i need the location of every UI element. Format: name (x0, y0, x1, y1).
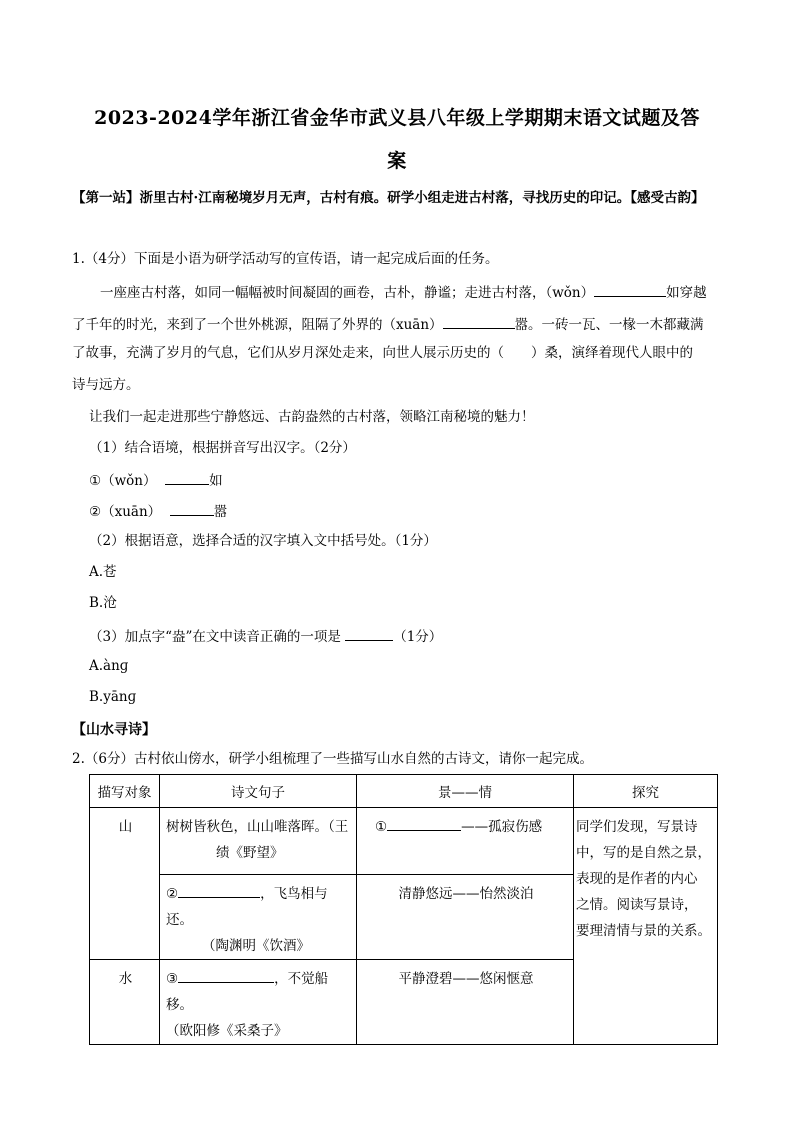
header-scene: 景——情 (357, 775, 574, 808)
sub1-a-suffix: 如 (209, 473, 223, 489)
verse3-line-b: （欧阳修《采桑子》 (166, 1023, 288, 1039)
q1-stem: 1.（4分）下面是小语为研学活动写的宣传语，请一起完成后面的任务。 (72, 251, 499, 267)
q1-sub2-label: （2）根据语意，选择合适的汉字填入文中括号处。（1分） (89, 533, 437, 549)
q1-sub2-option-b[interactable]: B.沧 (89, 595, 117, 611)
verse3-suffix: ，不觉船移。 (166, 971, 329, 1013)
verse1-line-b: 绩《野望》 (216, 845, 284, 861)
verse-cell-2 (160, 875, 357, 960)
q1-para-line2 (72, 314, 704, 334)
verse-cell-1 (160, 808, 357, 875)
q1-para-line1 (100, 282, 707, 302)
para-line2-end: 嚣。一砖一瓦、一椽一木都藏满 (514, 317, 704, 333)
poem-table (89, 774, 718, 1045)
section-heading-shanshui: 【山水寻诗】 (72, 722, 156, 738)
q1-sub1-a (89, 470, 223, 490)
header-explore: 探究 (574, 775, 718, 808)
table-row (90, 808, 718, 875)
q1-sub1-b (89, 501, 227, 521)
explore-line-3: 表现的是作者的内心 (576, 871, 698, 887)
verse-cell-3 (160, 960, 357, 1045)
q2-stem: 2.（6分）古村依山傍水，研学小组梳理了一些描写山水自然的古诗文，请你一起完成。 (72, 751, 593, 767)
q1-sub3-label (89, 626, 442, 646)
explore-line-2: 中，写的是自然之景， (576, 845, 711, 861)
blank-wan[interactable] (594, 282, 666, 297)
verse2-line-b: （陶渊明《饮酒》 (202, 938, 310, 954)
q1-para-line4: 诗与远方。 (72, 377, 140, 393)
verse2-blank[interactable] (178, 883, 260, 898)
scene3-text: 平静澄碧——悠闲惬意 (398, 971, 534, 987)
table-header-row (90, 775, 718, 808)
q1-sub3-option-b[interactable]: B.yānɡ (89, 689, 137, 705)
sub1-b-blank[interactable] (170, 501, 214, 516)
para-line1-end: 如穿越 (666, 285, 707, 301)
verse2-suffix: ，飞鸟相与还。 (166, 886, 328, 928)
scene-cell-3 (357, 960, 574, 1045)
explore-line-4: 之情。阅读写景诗， (576, 897, 698, 913)
scene-cell-1 (357, 808, 574, 875)
sub1-a-prefix: ①（wǒn） (89, 473, 157, 489)
sub1-b-suffix: 嚣 (213, 504, 228, 520)
explore-line-1: 同学们发现，写景诗 (576, 819, 698, 835)
para-line2-text: 了千年的时光，来到了一个世外桃源，阻隔了外界的（xuān） (72, 317, 443, 333)
object-water: 水 (90, 960, 160, 1045)
scene1-prefix: ① (375, 819, 388, 835)
q1-sub1-label: （1）结合语境，根据拼音写出汉字。（2分） (89, 440, 356, 456)
scene2-text: 清静悠远——怡然淡泊 (398, 886, 534, 902)
q1-sub2-option-a[interactable]: A.苍 (89, 564, 117, 580)
explore-cell (574, 808, 718, 1045)
scene-cell-2 (357, 875, 574, 960)
station-heading: 【第一站】浙里古村·江南秘境岁月无声，古村有痕。研学小组走进古村落，寻找历史的印记。【感受古韵】 (72, 190, 705, 206)
verse3-prefix: ③ (166, 971, 179, 987)
object-mountain: 山 (90, 808, 160, 960)
explore-line-5: 要理清情与景的关系。 (576, 923, 711, 939)
verse1-line-a: 树树皆秋色，山山唯落晖。（王 (166, 819, 349, 835)
scene1-blank[interactable] (387, 816, 461, 831)
sub3-score: （1分） (393, 629, 443, 645)
page-title-line2: 案 (387, 150, 407, 172)
q1-para-line5: 让我们一起走进那些宁静悠远、古韵盎然的古村落，领略江南秘境的魅力！ (89, 409, 535, 425)
sub3-label-text: （3）加点字“盎”在文中读音正确的一项是 (89, 629, 341, 645)
sub1-a-blank[interactable] (165, 470, 209, 485)
blank-xuan[interactable] (443, 314, 515, 329)
verse2-prefix: ② (166, 886, 179, 902)
para-line1-text: 一座座古村落，如同一幅幅被时间凝固的画卷，古朴，静谧；走进古村落，（wǒn） (100, 285, 595, 301)
sub3-blank[interactable] (345, 626, 393, 641)
q1-para-line3: 了故事，充满了岁月的气息，它们从岁月深处走来，向世人展示历史的（ ）桑，演绎着现代人眼中的 (72, 345, 693, 361)
scene1-suffix: ——孤寂伤感 (461, 819, 543, 835)
verse3-blank[interactable] (178, 968, 274, 983)
header-object: 描写对象 (90, 775, 160, 808)
sub1-b-prefix: ②（xuān） (89, 504, 162, 520)
header-verse: 诗文句子 (160, 775, 357, 808)
q1-sub3-option-a[interactable]: A.ànɡ (89, 658, 129, 674)
page-title-line1: 2023-2024学年浙江省金华市武义县八年级上学期期末语文试题及答 (94, 107, 700, 129)
